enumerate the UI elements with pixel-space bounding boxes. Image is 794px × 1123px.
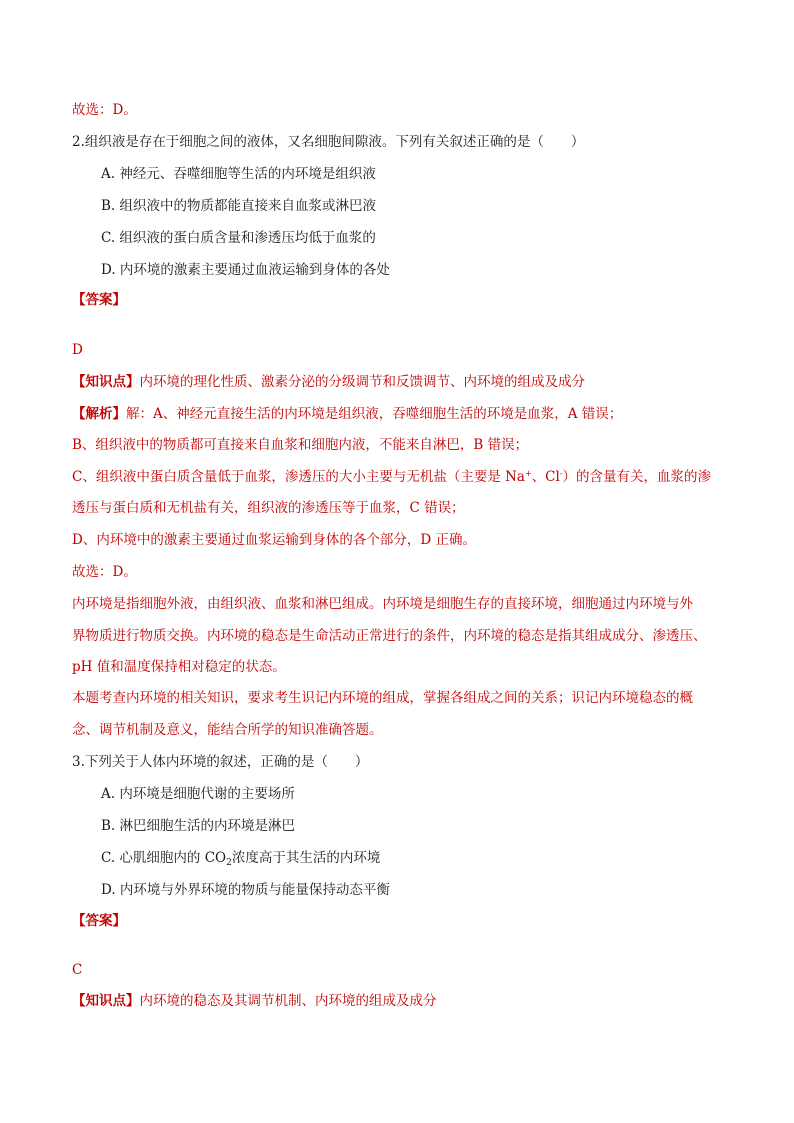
q3-option-c-pre: C. 心肌细胞内的 CO bbox=[101, 850, 227, 866]
q3-option-c bbox=[101, 848, 380, 868]
q2-analysis-3a bbox=[72, 467, 711, 487]
q3-answer: C bbox=[72, 962, 83, 978]
q2-analysis-2: B、组织液中的物质都可直接来自血浆和细胞内液，不能来自淋巴，B 错误； bbox=[72, 437, 529, 453]
q2-option-b: B. 组织液中的物质都能直接来自血浆或淋巴液 bbox=[101, 198, 377, 214]
q2-analysis-3a-post: ）的含量有关，血浆的渗 bbox=[562, 469, 712, 485]
q2-knowledge-point bbox=[72, 372, 585, 392]
na-charge: + bbox=[524, 469, 532, 478]
q2-kp-label: 【知识点】 bbox=[72, 374, 140, 390]
q3-kp-text: 内环境的稳态及其调节机制、内环境的组成及成分 bbox=[139, 993, 437, 1009]
q2-option-c: C. 组织液的蛋白质含量和渗透压均低于血浆的 bbox=[101, 230, 376, 246]
cl-charge: - bbox=[559, 469, 563, 478]
q3-option-a: A. 内环境是细胞代谢的主要场所 bbox=[101, 786, 295, 802]
q2-summary-3: pH 值和温度保持相对稳定的状态。 bbox=[72, 659, 286, 675]
q2-analysis-4: D、内环境中的激素主要通过血浆运输到身体的各个部分，D 正确。 bbox=[72, 532, 476, 548]
q2-option-a: A. 神经元、吞噬细胞等生活的内环境是组织液 bbox=[101, 166, 376, 182]
q2-answer: D bbox=[72, 342, 83, 358]
q3-option-d: D. 内环境与外界环境的物质与能量保持动态平衡 bbox=[101, 882, 390, 898]
q2-conclusion: 故选：D。 bbox=[72, 564, 137, 580]
q1-conclusion: 故选：D。 bbox=[72, 102, 137, 118]
q2-analysis-label: 【解析】 bbox=[72, 406, 126, 422]
q3-kp-label: 【知识点】 bbox=[72, 993, 140, 1009]
q3-option-c-post: 浓度高于其生活的内环境 bbox=[231, 850, 381, 866]
q3-option-b: B. 淋巴细胞生活的内环境是淋巴 bbox=[101, 818, 296, 834]
q2-analysis-1 bbox=[72, 404, 622, 424]
q3-answer-label: 【答案】 bbox=[72, 913, 126, 929]
q2-analysis-3a-mid: 、Cl bbox=[531, 469, 560, 485]
q2-summary-4: 本题考查内环境的相关知识，要求考生识记内环境的组成，掌握各组成之间的关系；识记内环境稳态的概 bbox=[72, 690, 693, 706]
q2-option-d: D. 内环境的激素主要通过血液运输到身体的各处 bbox=[101, 262, 390, 278]
q2-summary-2: 界物质进行物质交换。内环境的稳态是生命活动正常进行的条件，内环境的稳态是指其组成成分、渗透压、 bbox=[72, 628, 707, 644]
q2-stem: 2.组织液是存在于细胞之间的液体，又名细胞间隙液。下列有关叙述正确的是（ ） bbox=[72, 134, 585, 150]
co2-subscript: 2 bbox=[226, 858, 232, 868]
q2-kp-text: 内环境的理化性质、激素分泌的分级调节和反馈调节、内环境的组成及成分 bbox=[139, 374, 585, 390]
q2-analysis-3a-pre: C、组织液中蛋白质含量低于血浆，渗透压的大小主要与无机盐（主要是 Na bbox=[72, 469, 525, 485]
q2-answer-label: 【答案】 bbox=[72, 292, 126, 308]
q2-summary-5: 念、调节机制及意义，能结合所学的知识准确答题。 bbox=[72, 722, 383, 738]
q2-summary-1: 内环境是指细胞外液，由组织液、血浆和淋巴组成。内环境是细胞生存的直接环境，细胞通过内环境与外 bbox=[72, 596, 693, 612]
q2-analysis-1-text: 解：A、神经元直接生活的内环境是组织液，吞噬细胞生活的环境是血浆，A 错误； bbox=[126, 406, 623, 422]
q2-analysis-3b: 透压与蛋白质和无机盐有关，组织液的渗透压等于血浆，C 错误； bbox=[72, 500, 465, 516]
q3-stem: 3.下列关于人体内环境的叙述，正确的是（ ） bbox=[72, 754, 369, 770]
q3-knowledge-point bbox=[72, 991, 437, 1011]
